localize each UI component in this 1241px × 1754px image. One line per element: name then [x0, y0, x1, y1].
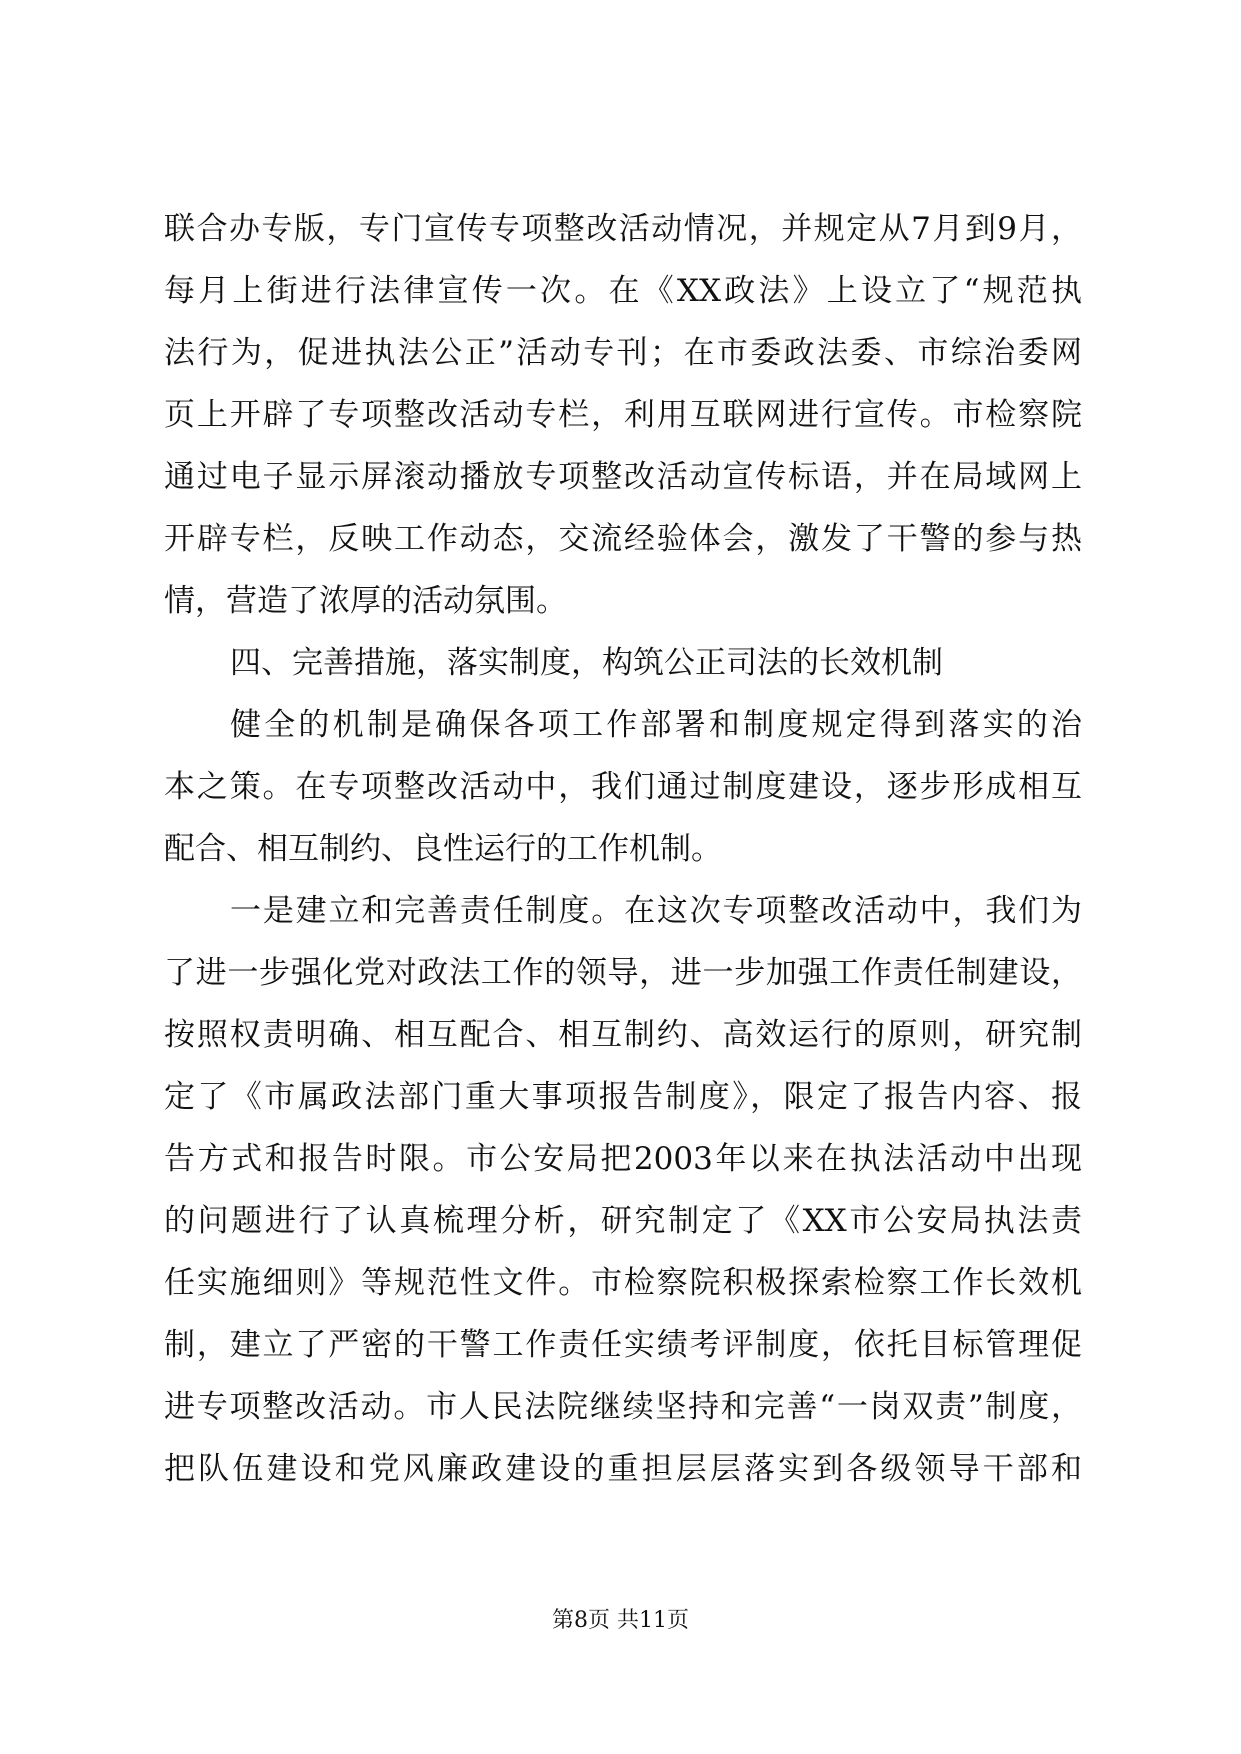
text-line: 通过电子显示屏滚动播放专项整改活动宣传标语，并在局域网上: [164, 459, 1082, 495]
text-line: 定了《市属政法部门重大事项报告制度》，限定了报告内容、报: [164, 1079, 1082, 1115]
text-line: 告方式和报告时限。市公安局把2003年以来在执法活动中出现: [164, 1141, 1082, 1177]
text-line: 任实施细则》等规范性文件。市检察院积极探索检察工作长效机: [164, 1265, 1082, 1301]
text-line: 按照权责明确、相互配合、相互制约、高效运行的原则，研究制: [164, 1017, 1082, 1053]
text-line: 法行为，促进执法公正”活动专刊；在市委政法委、市综治委网: [164, 335, 1082, 371]
document-body: [164, 198, 1082, 1500]
text-line: 开辟专栏，反映工作动态，交流经验体会，激发了干警的参与热: [164, 521, 1082, 557]
text-line: 配合、相互制约、良性运行的工作机制。: [164, 831, 722, 867]
text-line: 的问题进行了认真梳理分析，研究制定了《XX市公安局执法责: [164, 1203, 1082, 1239]
text-line: 健全的机制是确保各项工作部署和制度规定得到落实的治: [230, 707, 1082, 743]
text-line: 页上开辟了专项整改活动专栏，利用互联网进行宣传。市检察院: [164, 397, 1082, 433]
text-line: 进专项整改活动。市人民法院继续坚持和完善“一岗双责”制度，: [164, 1389, 1082, 1425]
text-line: 联合办专版，专门宣传专项整改活动情况，并规定从7月到9月，: [164, 211, 1082, 247]
text-line: 情，营造了浓厚的活动氛围。: [164, 583, 567, 619]
text-line: 把队伍建设和党风廉政建设的重担层层落实到各级领导干部和: [164, 1451, 1082, 1487]
text-line: 每月上街进行法律宣传一次。在《XX政法》上设立了“规范执: [164, 273, 1082, 309]
text-line: 本之策。在专项整改活动中，我们通过制度建设，逐步形成相互: [164, 769, 1082, 805]
section-heading: 四、完善措施，落实制度，构筑公正司法的长效机制: [230, 645, 943, 681]
text-line: 了进一步强化党对政法工作的领导，进一步加强工作责任制建设，: [164, 955, 1082, 991]
text-line: 制，建立了严密的干警工作责任实绩考评制度，依托目标管理促: [164, 1327, 1082, 1363]
text-line: 一是建立和完善责任制度。在这次专项整改活动中，我们为: [230, 893, 1082, 929]
page-number-footer: 第8页 共11页: [552, 1608, 689, 1633]
